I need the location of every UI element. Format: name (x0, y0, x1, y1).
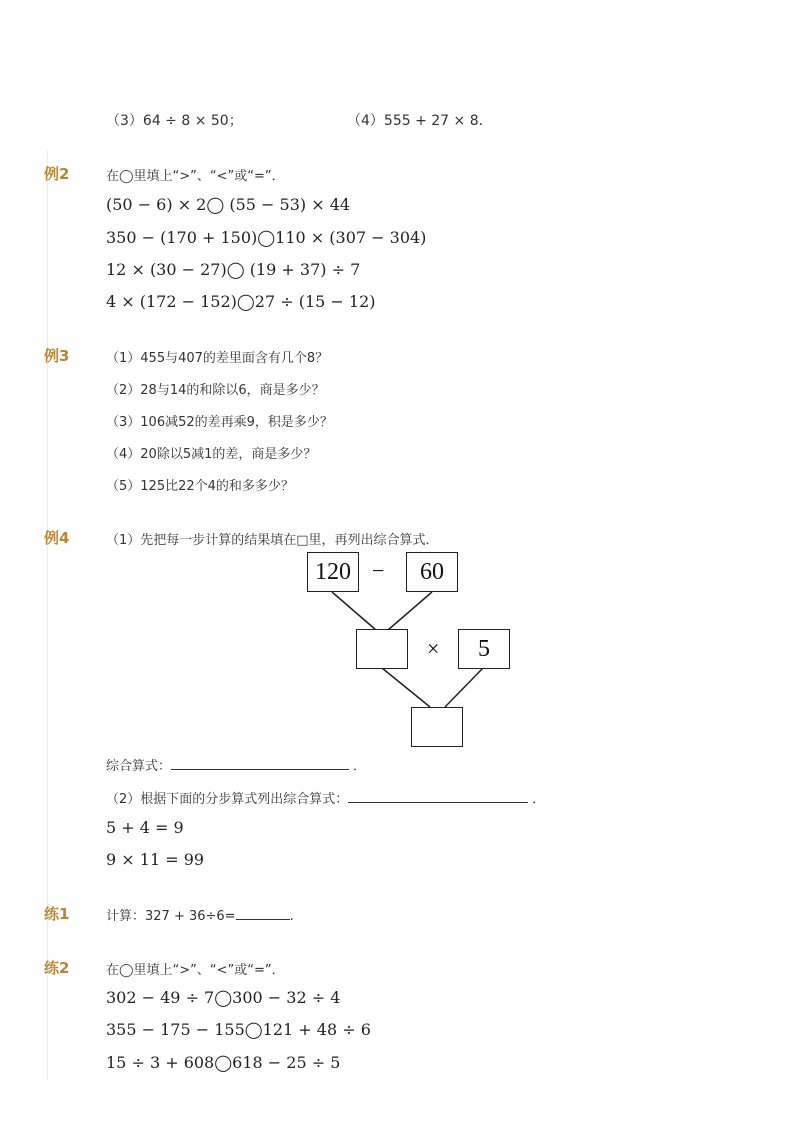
tree-answer-box-final[interactable] (411, 707, 463, 747)
practice-1-text: 计算：327 + 36÷6= (106, 909, 236, 924)
example-4-part-1-instruction: （1）先把每一步计算的结果填在□里，再列出综合算式． (106, 533, 439, 548)
example-4-label: 例4 (44, 529, 70, 547)
practice-1-row (106, 905, 294, 924)
tree-times-sign: × (427, 636, 440, 661)
connector-box3-box5 (382, 668, 430, 707)
example-3-item-3: （3）106减52的差再乘9，积是多少？ (106, 415, 333, 430)
connector-box2-box3 (388, 592, 432, 630)
example-3-item-5: （5）125比22个4的和多多少？ (106, 479, 294, 494)
example-2-instruction: 在◯里填上“>”、“<”或“=”． (106, 169, 285, 184)
part-2-answer-blank[interactable] (348, 790, 528, 803)
tree-box-120: 120 (307, 552, 359, 592)
tree-minus-sign: − (372, 558, 385, 583)
combined-formula-row (106, 755, 366, 774)
example-2-line-2: 350 − (170 + 150)◯110 × (307 − 304) (106, 228, 427, 247)
practice-1-answer-blank[interactable] (236, 907, 290, 920)
problem-4-expression: （4）555 + 27 × 8． (347, 113, 493, 129)
problem-3-expression: （3）64 ÷ 8 × 50； (106, 113, 243, 129)
example-3-item-4: （4）20除以5减1的差，商是多少？ (106, 447, 317, 462)
tree-answer-box-step-1[interactable] (356, 629, 408, 669)
practice-2-line-2: 355 − 175 − 155◯121 + 48 ÷ 6 (106, 1020, 371, 1039)
practice-2-instruction: 在◯里填上“>”、“<”或“=”． (106, 963, 285, 978)
step-equation-2: 9 × 11 = 99 (106, 850, 205, 869)
practice-2-line-1: 302 − 49 ÷ 7◯300 − 32 ÷ 4 (106, 988, 341, 1007)
part-2-period: ． (532, 792, 546, 807)
example-4-part-2-row (106, 788, 545, 807)
example-2-line-4: 4 × (172 − 152)◯27 ÷ (15 − 12) (106, 292, 376, 311)
combined-formula-blank[interactable] (171, 757, 349, 770)
example-2-line-1: (50 − 6) × 2◯ (55 − 53) × 44 (106, 195, 351, 214)
example-3-item-1: （1）455与407的差里面含有几个8？ (106, 351, 329, 366)
practice-1-period: . (289, 909, 294, 924)
connector-box4-box5 (445, 668, 483, 707)
example-4-part-2-instruction: （2）根据下面的分步算式列出综合算式： (106, 792, 349, 807)
example-3-item-2: （2）28与14的和除以6，商是多少？ (106, 383, 325, 398)
tree-box-60: 60 (406, 552, 458, 592)
practice-2-label: 练2 (44, 959, 70, 977)
example-3-label: 例3 (44, 347, 70, 365)
practice-2-line-3: 15 ÷ 3 + 608◯618 − 25 ÷ 5 (106, 1053, 341, 1072)
tree-box-5: 5 (458, 629, 510, 669)
combined-formula-period: ． (353, 759, 367, 774)
combined-formula-label: 综合算式： (106, 759, 172, 774)
example-2-line-3: 12 × (30 − 27)◯ (19 + 37) ÷ 7 (106, 260, 361, 279)
connector-box1-box3 (332, 592, 376, 630)
step-equation-1: 5 + 4 = 9 (106, 818, 184, 837)
practice-1-label: 练1 (44, 905, 70, 923)
example-2-label: 例2 (44, 165, 70, 183)
